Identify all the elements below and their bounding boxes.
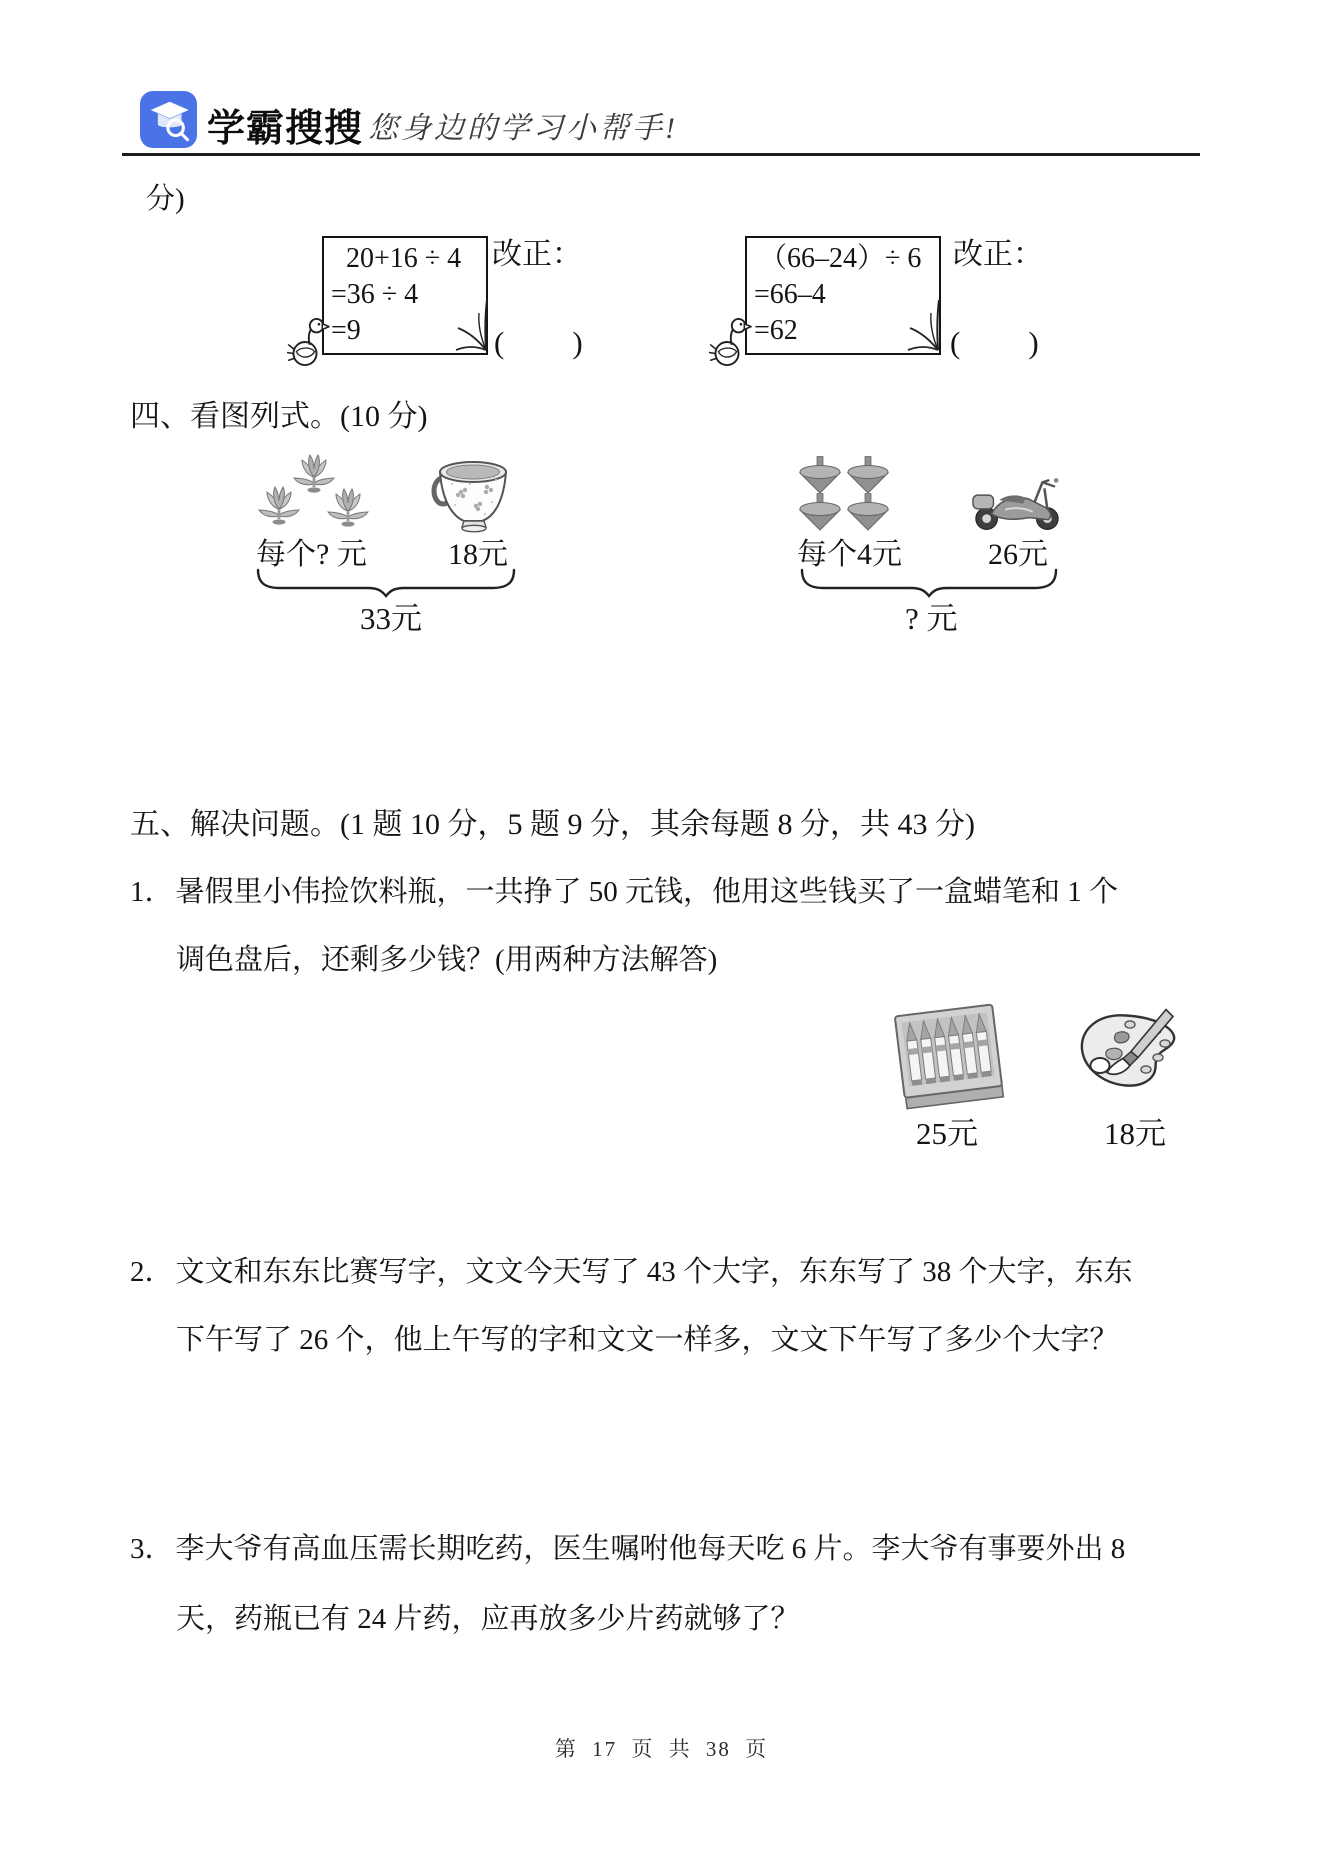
step-1: =66–4 [754,279,826,310]
spinning-top-icon [797,456,843,494]
flower-icon [257,483,301,527]
problem-text: 李大爷有高血压需长期吃药，医生嘱咐他每天吃 6 片。李大爷有事要外出 8 [175,1533,1126,1565]
crayon-box-icon [891,1002,1009,1110]
problem-text: 文文和东东比赛写字，文文今天写了 43 个大字，东东写了 38 个大字，东东 [175,1256,1133,1288]
paint-palette-icon [1074,1006,1184,1104]
item-price-label: 26元 [988,538,1048,571]
problem-1-line-1 [130,869,1118,910]
correction-label: 改正： [953,238,1043,271]
step-1: =36 ÷ 4 [331,279,419,310]
spinning-top-icon [845,456,891,494]
answer-blank: ( ) [494,325,585,360]
spinning-top-icon [797,493,843,531]
duck-icon [280,317,330,367]
item-price-label: 18元 [448,538,508,571]
duck-icon [702,317,752,367]
flower-icon [326,485,370,529]
grass-icon [446,298,488,352]
section4-heading: 四、看图列式。(10 分) [130,400,428,433]
brand-logo-icon [140,91,197,148]
motorcycle-icon [970,470,1062,532]
step-2: =9 [331,315,361,346]
brand-name: 学霸搜搜 [207,108,364,150]
problem-number: 1． [130,876,174,908]
expression: 20+16 ÷ 4 [346,243,462,274]
page-indicator: 第 17 页 共 38 页 [554,1737,769,1761]
unit-price-label: 每个4元 [797,538,902,571]
price-label: 18元 [1104,1116,1166,1151]
step-2: =62 [754,315,798,346]
total-price-label: ? 元 [905,601,958,636]
price-label: 25元 [916,1116,978,1151]
problem-3-line-2: 天，药瓶已有 24 片药，应再放多少片药就够了？ [176,1603,800,1635]
carryover-text: 分) [146,183,185,215]
problem-2-line-1 [130,1249,1133,1290]
answer-blank: ( ) [950,325,1041,360]
section5-heading: 五、解决问题。(1 题 10 分，5 题 9 分，其余每题 8 分，共 43 分) [130,808,975,841]
unit-price-label: 每个? 元 [256,538,367,571]
total-price-label: 33元 [360,601,422,636]
spinning-top-icon [845,493,891,531]
correction-label: 改正： [492,238,582,271]
brand-tagline: 您身边的学习小帮手! [368,112,678,145]
grass-icon [898,298,940,352]
problem-number: 3． [130,1533,174,1565]
problem-1-line-2: 调色盘后，还剩多少钱？(用两种方法解答) [176,944,718,976]
problem-text: 暑假里小伟捡饮料瓶，一共挣了 50 元钱，他用这些钱买了一盒蜡笔和 1 个 [175,876,1119,908]
teacup-icon [430,458,514,534]
problem-number: 2． [130,1256,174,1288]
expression: （66–24）÷ 6 [759,243,922,274]
problem-2-line-2: 下午写了 26 个，他上午写的字和文文一样多，文文下午写了多少个大字？ [176,1324,1119,1356]
header-divider [122,153,1200,156]
problem-3-line-1 [130,1526,1125,1567]
graduation-cap-search-icon [140,91,197,148]
